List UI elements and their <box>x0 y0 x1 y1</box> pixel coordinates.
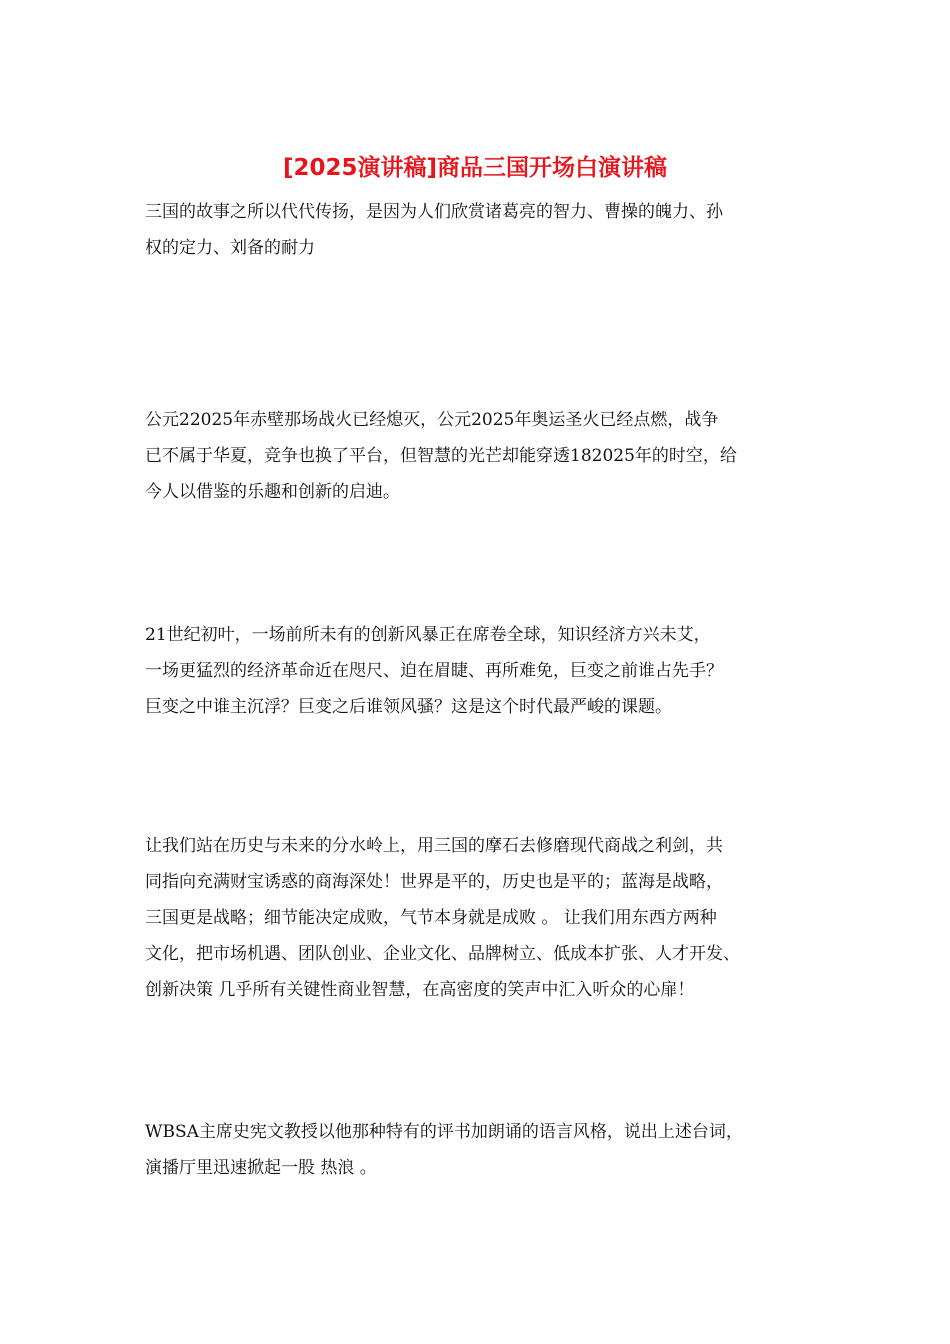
paragraph-line: 演播厅里迅速掀起一股 热浪 。 <box>145 1158 377 1178</box>
paragraph-line: 三国更是战略；细节能决定成败，气节本身就是成败 。 让我们用东西方两种 <box>145 908 717 928</box>
paragraph-line: 创新决策 几乎所有关键性商业智慧，在高密度的笑声中汇入听众的心扉！ <box>145 980 695 1000</box>
paragraph-line: WBSA主席史宪文教授以他那种特有的评书加朗诵的语言风格，说出上述台词， <box>145 1122 743 1142</box>
paragraph-line: 21世纪初叶，一场前所未有的创新风暴正在席卷全球，知识经济方兴未艾， <box>145 625 711 645</box>
paragraph-line: 文化，把市场机遇、团队创业、企业文化、品牌树立、低成本扩张、人才开发、 <box>145 944 740 964</box>
paragraph-line: 三国的故事之所以代代传扬，是因为人们欣赏诸葛亮的智力、曹操的魄力、孙 <box>145 202 723 222</box>
paragraph-4 <box>145 828 815 1008</box>
paragraph-line: 今人以借鉴的乐趣和创新的启迪。 <box>145 482 400 502</box>
paragraph-2 <box>145 402 815 510</box>
paragraph-line: 权的定力、刘备的耐力 <box>145 238 315 258</box>
paragraph-1 <box>145 194 815 266</box>
paragraph-line: 让我们站在历史与未来的分水岭上，用三国的摩石去修磨现代商战之利剑，共 <box>145 836 723 856</box>
paragraph-line: 公元22025年赤壁那场战火已经熄灭，公元2025年奥运圣火已经点燃，战争 <box>145 410 719 430</box>
paragraph-5 <box>145 1114 815 1186</box>
paragraph-line: 巨变之中谁主沉浮？巨变之后谁领风骚？这是这个时代最严峻的课题。 <box>145 697 672 717</box>
paragraph-line: 同指向充满财宝诱惑的商海深处！世界是平的，历史也是平的；蓝海是战略， <box>145 872 723 892</box>
paragraph-3 <box>145 617 815 725</box>
paragraph-line: 已不属于华夏，竞争也换了平台，但智慧的光芒却能穿透182025年的时空，给 <box>145 446 737 466</box>
paragraph-line: 一场更猛烈的经济革命近在咫尺、迫在眉睫、再所难免，巨变之前谁占先手？ <box>145 661 723 681</box>
document-title: [2025演讲稿]商品三国开场白演讲稿 <box>282 155 668 181</box>
